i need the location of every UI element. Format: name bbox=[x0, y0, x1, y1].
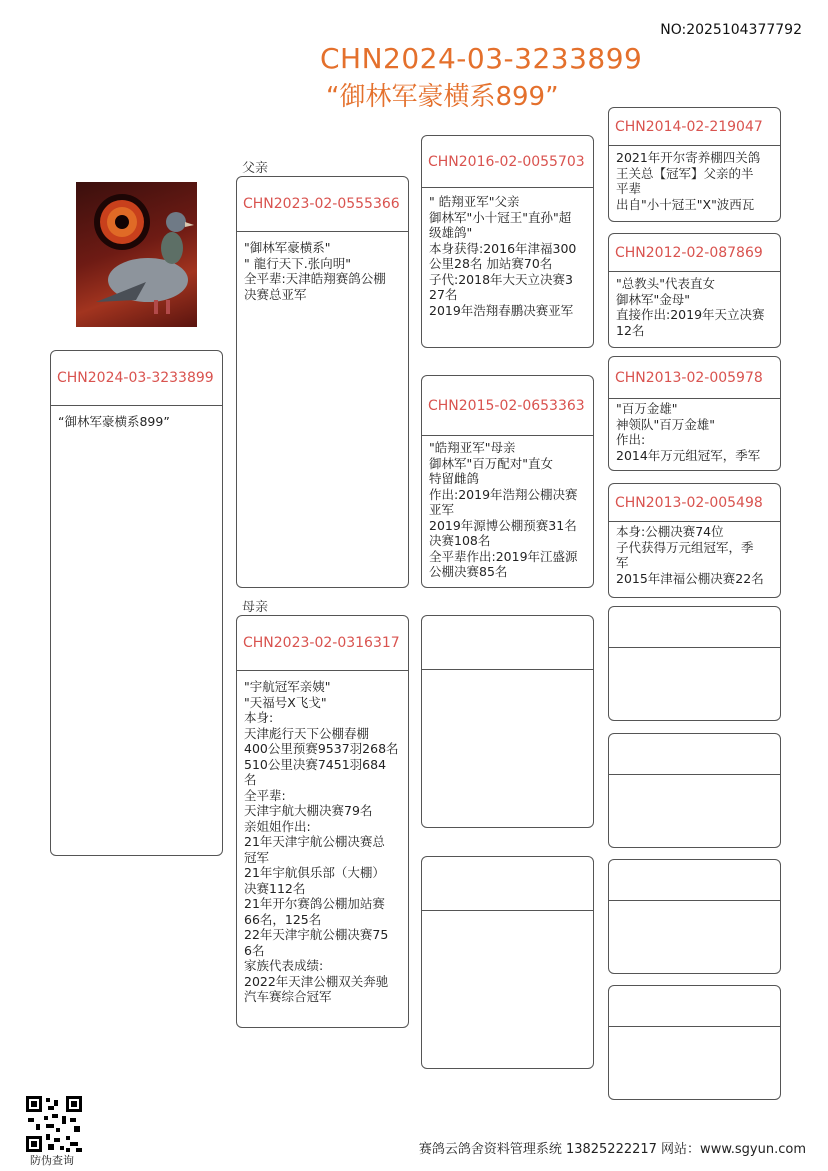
pigeon-image bbox=[76, 182, 197, 327]
card-divider bbox=[422, 669, 593, 670]
great-grandparent-card-4 bbox=[608, 483, 781, 598]
mother-ring-number: CHN2023-02-0316317 bbox=[237, 616, 408, 671]
great-grandparent-card-6 bbox=[608, 733, 781, 848]
great-grandparent-card-2 bbox=[608, 233, 781, 348]
page-title-pigeon-name: “御林军豪横系899” bbox=[326, 82, 559, 112]
great-grandparent-1-ring-number: CHN2014-02-219047 bbox=[609, 108, 780, 146]
card-divider bbox=[609, 647, 780, 648]
pigeon-photo bbox=[76, 182, 197, 327]
great-grandparent-4-details: 本身:公棚决赛74位 子代获得万元组冠军，季 军 2015年津福公棚决赛22名 bbox=[616, 524, 764, 586]
subject-ring-number: CHN2024-03-3233899 bbox=[51, 351, 222, 406]
paternal-grandfather-ring-number: CHN2016-02-0055703 bbox=[422, 136, 593, 188]
footer-contact: 赛鸽云鸽舍资料管理系统 13825222217 网站：www.sgyun.com bbox=[418, 1142, 806, 1157]
subject-card bbox=[50, 350, 223, 856]
qr-code[interactable] bbox=[26, 1096, 82, 1152]
maternal-grandmother-card bbox=[421, 856, 594, 1069]
great-grandparent-1-details: 2021年开尔寄养棚四关鸽 王关总【冠军】父亲的半 平辈 出自"小十冠王"X"波西瓦 bbox=[616, 150, 761, 212]
paternal-grandfather-details: " 皓翔亚军"父亲 御林军"小十冠王"直孙"超 级雄鸽" 本身获得:2016年津福300 公里28名 加站赛70名 子代:2018年大天立决赛3 27名 2019年浩翔春鹏决赛亚军 bbox=[429, 194, 577, 318]
father-ring-number: CHN2023-02-0555366 bbox=[237, 177, 408, 232]
father-details: "御林军豪横系" " 龍行天下.张向明" 全平辈:天津皓翔赛鸽公棚 决赛总亚军 bbox=[244, 240, 386, 302]
page-title-ring-number: CHN2024-03-3233899 bbox=[320, 42, 643, 75]
great-grandparent-card-8 bbox=[608, 985, 781, 1100]
great-grandparent-3-details: "百万金雄" 神领队"百万金雄" 作出: 2014年万元组冠军，季军 bbox=[616, 401, 761, 463]
subject-details: “御林军豪横系899” bbox=[58, 414, 170, 429]
great-grandparent-2-details: "总教头"代表直女 御林军"金母" 直接作出:2019年天立决赛 12名 bbox=[616, 276, 765, 338]
card-divider bbox=[422, 910, 593, 911]
great-grandparent-card-1 bbox=[608, 107, 781, 222]
paternal-grandfather-card bbox=[421, 135, 594, 348]
great-grandparent-card-7 bbox=[608, 859, 781, 974]
mother-card bbox=[236, 615, 409, 1028]
mother-details: "宇航冠军亲姨" "天福号X飞戈" 本身: 天津彪行天下公棚春棚 400公里预赛9537羽268名 510公里决赛7451羽684 名 全平辈: 天津宇航大棚决赛79名 亲姐姐作出: 21年天津宇航公棚决赛总 冠军 21年宇航俱乐部（大棚） 决赛112名 21年开尔赛鸽公棚加站赛 66名，125名 22年天津宇航公棚决赛75 6名 家族代表成绩: 2022年天津公棚双关奔驰 汽车赛综合冠军 bbox=[244, 679, 399, 1004]
great-grandparent-2-ring-number: CHN2012-02-087869 bbox=[609, 234, 780, 272]
great-grandparent-card-5 bbox=[608, 606, 781, 721]
qr-code-label: 防伪查询 bbox=[30, 1154, 74, 1167]
father-label: 父亲 bbox=[242, 161, 269, 176]
great-grandparent-4-ring-number: CHN2013-02-005498 bbox=[609, 484, 780, 522]
document-number: NO:2025104377792 bbox=[660, 22, 802, 38]
great-grandparent-3-ring-number: CHN2013-02-005978 bbox=[609, 357, 780, 399]
maternal-grandfather-card bbox=[421, 615, 594, 828]
great-grandparent-card-3 bbox=[608, 356, 781, 471]
card-divider bbox=[609, 1026, 780, 1027]
card-divider bbox=[609, 900, 780, 901]
paternal-grandmother-card bbox=[421, 375, 594, 588]
mother-label: 母亲 bbox=[242, 600, 269, 615]
paternal-grandmother-details: "皓翔亚军"母亲 御林军"百万配对"直女 特留雌鸽 作出:2019年浩翔公棚决赛 亚军 2019年源博公棚预赛31名 决赛108名 全平辈作出:2019年江盛源 公棚决赛85名 bbox=[429, 440, 578, 579]
paternal-grandmother-ring-number: CHN2015-02-0653363 bbox=[422, 376, 593, 436]
father-card bbox=[236, 176, 409, 588]
card-divider bbox=[609, 774, 780, 775]
qr-code-icon bbox=[26, 1096, 82, 1152]
